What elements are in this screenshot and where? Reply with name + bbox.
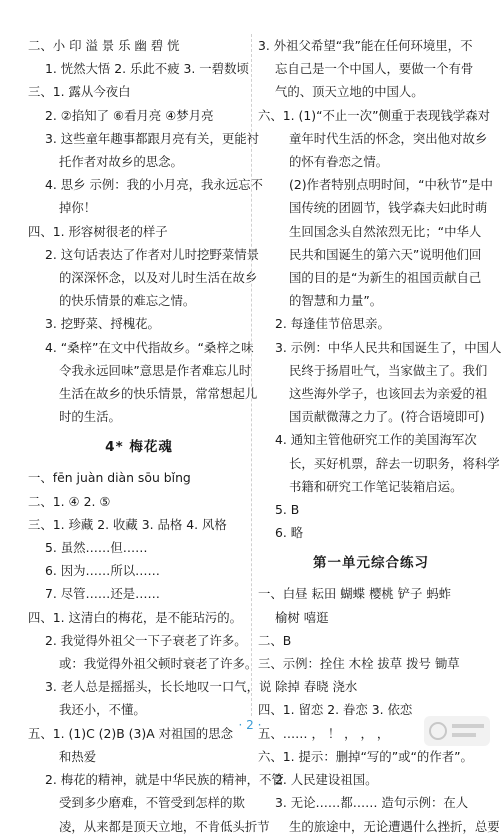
answer-line: 5. B	[275, 502, 300, 518]
answer-line: 五、1. (1)C (2)B (3)A 对祖国的思念	[28, 725, 233, 741]
answer-line: 民终于扬眉吐气，当家做主了。我们	[289, 362, 488, 378]
answer-line: 掉你！	[59, 200, 97, 216]
answer-line: 六、1. (1)“不止一次”侧重于表现钱学森对	[258, 107, 491, 123]
answer-line: 和热爱	[59, 748, 97, 764]
answer-line: 的智慧和力量”。	[289, 293, 383, 309]
answer-line: 二、小 印 溢 景 乐 幽 碧 恍	[28, 38, 180, 53]
answer-line: 3. 无论……都…… 造句示例：在人	[275, 795, 469, 811]
page-number: · 2 ·	[238, 718, 262, 732]
answer-line: 生回国念头自然浓烈无比；“中华人	[289, 223, 482, 239]
answer-line: 童年时代生活的怀念，突出他对故乡	[289, 130, 488, 146]
answer-line: 我还小，不懂。	[59, 702, 146, 718]
answer-line: 2. 梅花的精神，就是中华民族的精神，不管	[45, 772, 284, 788]
watermark-logo-icon	[422, 712, 492, 750]
answer-line: 民共和国诞生的第六天”说明他们回	[289, 246, 482, 262]
answer-line: 国贡献微薄之力了。(符合语境即可)	[289, 409, 485, 425]
answer-line: 或：我觉得外祖父顿时衰老了许多。	[59, 656, 258, 672]
answer-line: 除掉 春晓 浇水	[275, 679, 358, 695]
answer-line: 六、1. 提示：删掉“写的”或“的作者”。	[258, 748, 473, 764]
answer-line: 长，买好机票，辞去一切职务，将科学	[289, 455, 500, 471]
answer-line: 3. 挖野菜、捋槐花。	[45, 316, 160, 332]
answer-line: (2)作者特别点明时间，“中秋节”是中	[289, 177, 493, 193]
column-divider	[251, 34, 252, 716]
answer-line: 生活在故乡的快乐情景，常常想起儿	[59, 386, 258, 402]
answer-line: 3. 老人总是摇摇头，长长地叹一口气，说	[45, 679, 272, 695]
answer-line: 这些海外学子，也该回去为亲爱的祖	[289, 386, 488, 402]
answer-line: 2. 我觉得外祖父一下子衰老了许多。	[45, 632, 247, 648]
answer-line: 的深深怀念，以及对儿时生活在故乡	[59, 270, 258, 286]
answer-line: 书籍和研究工作笔记装箱启运。	[289, 478, 463, 494]
answer-line: 忘自己是一个中国人，要做一个有骨	[275, 61, 474, 77]
answer-line: 2. 人民建设祖国。	[275, 772, 378, 788]
answer-line: 二、B	[258, 632, 292, 648]
answer-line: 2. 这句话表达了作者对儿时挖野菜情景	[45, 246, 260, 262]
answer-line: 受到多少磨难，不管受到怎样的欺	[59, 795, 245, 811]
answer-line: 国传统的团圆节，钱学森夫妇此时萌	[289, 200, 488, 216]
answer-line: 三、1. 露从今夜白	[28, 84, 131, 100]
answer-line: 国的目的是“为新生的祖国贡献自己	[289, 270, 482, 286]
answer-line: 五、…… ， ！ ， ， ，	[258, 725, 390, 741]
answer-line: 一、fēn juàn diàn sōu bǐng	[28, 470, 191, 486]
answer-line: 生的旅途中，无论遭遇什么挫折，总要	[289, 818, 500, 834]
answer-line: 的快乐情景的难忘之情。	[59, 293, 196, 309]
answer-line: 四、1. 留恋 2. 眷恋 3. 依恋	[258, 702, 413, 718]
answer-line: 凌，从来都是顶天立地，不肯低头折节	[59, 818, 270, 834]
answer-line: 的怀有眷恋之情。	[289, 154, 389, 170]
answer-line: 四、1. 形容树很老的样子	[28, 223, 168, 239]
answer-line: 4. “桑梓”在文中代指故乡。“桑梓之味	[45, 339, 254, 355]
answer-line: 三、1. 珍藏 2. 收藏 3. 品格 4. 风格	[28, 516, 227, 532]
answer-line: 3. 示例：中华人民共和国诞生了，中国人	[275, 339, 501, 355]
answer-line: 4. 思乡 示例：我的小月亮，我永远忘不	[45, 177, 263, 193]
answer-line: 一、白昼 耘田 蝴蝶 樱桃 铲子 蚂蚱	[258, 586, 452, 602]
answer-line: 3. 这些童年趣事都跟月亮有关，更能衬	[45, 130, 260, 146]
answer-line: 托作者对故乡的思念。	[59, 154, 183, 170]
section-heading: 4* 梅花魂	[105, 439, 173, 456]
answer-line: 三、示例：拴住 木栓 拔草 拨号 锄草	[258, 656, 460, 672]
answer-line: 3. 外祖父希望“我”能在任何环境里，不	[258, 38, 473, 53]
answer-line: 6. 因为……所以……	[45, 563, 160, 579]
answer-line: 5. 虽然……但……	[45, 540, 148, 556]
answer-line: 二、1. ④ 2. ⑤	[28, 493, 111, 509]
answer-line: 1. 恍然大悟 2. 乐此不疲 3. 一碧数顷	[45, 61, 249, 77]
answer-line: 时的生活。	[59, 409, 121, 425]
answer-line: 榆树 嘻逛	[275, 609, 329, 625]
answer-line: 4. 通知主管他研究工作的美国海军次	[275, 432, 477, 448]
answer-line: 四、1. 这清白的梅花，是不能玷污的。	[28, 609, 243, 625]
answer-line: 2. ②掐知了 ⑥看月亮 ④梦月亮	[45, 107, 214, 123]
answer-line: 7. 尽管……还是……	[45, 586, 160, 602]
answer-line: 2. 每逢佳节倍思亲。	[275, 316, 390, 332]
answer-line: 气的、顶天立地的中国人。	[275, 84, 424, 100]
answer-line: 令我永远回味”意思是作者难忘儿时	[59, 362, 252, 378]
answer-line: 6. 略	[275, 525, 304, 541]
section-heading: 第一单元综合练习	[313, 555, 429, 572]
